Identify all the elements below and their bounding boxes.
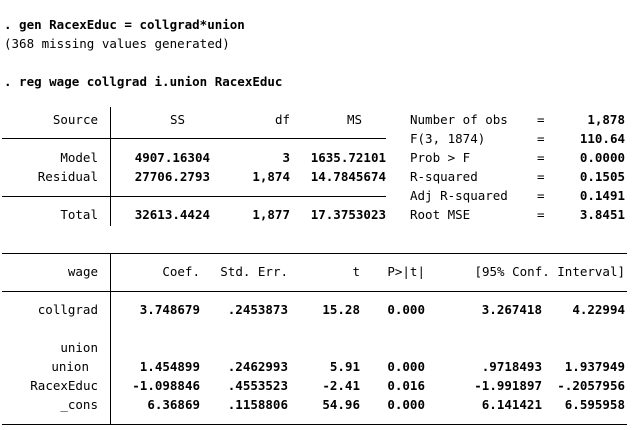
coef-header-se: Std. Err. xyxy=(220,264,288,279)
coef-row-ci-high: 1.937949 xyxy=(564,359,625,374)
coef-header-depvar: wage xyxy=(67,264,98,279)
coef-header-ci: [95% Conf. Interval] xyxy=(474,264,625,279)
stat-equals: = xyxy=(537,131,545,146)
anova-row-ms: 1635.72101 xyxy=(310,150,386,165)
anova-total-source: Total xyxy=(60,207,98,222)
coef-row-se: .2453873 xyxy=(227,302,288,317)
stat-value: 110.64 xyxy=(579,131,625,146)
coef-row-t: -2.41 xyxy=(322,378,360,393)
anova-row-ss: 4907.16304 xyxy=(134,150,210,165)
anova-row-ss: 27706.2793 xyxy=(134,169,210,184)
anova-row-df: 1,874 xyxy=(252,169,290,184)
anova-header-df: df xyxy=(274,112,290,127)
anova-header-ms: MS xyxy=(346,112,362,127)
coef-row-ci-high: 6.595958 xyxy=(564,397,625,412)
coef-header-rule xyxy=(2,291,627,292)
anova-header-source: Source xyxy=(52,112,98,127)
coef-row-coef: 6.36869 xyxy=(147,397,200,412)
anova-total-rule xyxy=(2,196,386,197)
coef-row-ci-low: -1.991897 xyxy=(474,378,542,393)
anova-total-ss: 32613.4424 xyxy=(134,207,210,222)
anova-row-ms: 14.7845674 xyxy=(310,169,386,184)
stat-label: Root MSE xyxy=(410,207,471,222)
anova-row-source: Model xyxy=(60,150,98,165)
coef-row-t: 54.96 xyxy=(322,397,360,412)
coef-row-se: .4553523 xyxy=(227,378,288,393)
stat-label: Adj R-squared xyxy=(410,188,508,203)
stat-value: 3.8451 xyxy=(579,207,625,222)
stat-label: F(3, 1874) xyxy=(410,131,486,146)
coef-header-coef: Coef. xyxy=(162,264,200,279)
anova-header-rule xyxy=(2,138,386,139)
coef-row-ci-high: 4.22994 xyxy=(572,302,625,317)
coef-row-ci-low: 3.267418 xyxy=(481,302,542,317)
stat-equals: = xyxy=(537,188,545,203)
coef-row-p: 0.000 xyxy=(387,359,425,374)
coef-row-t: 5.91 xyxy=(329,359,360,374)
gen-output-note: (368 missing values generated) xyxy=(4,36,230,51)
coef-row-coef: 1.454899 xyxy=(139,359,200,374)
coef-row-p: 0.000 xyxy=(387,302,425,317)
stat-label: Number of obs xyxy=(410,112,508,127)
stat-equals: = xyxy=(537,150,545,165)
coef-row-se: .1158806 xyxy=(227,397,288,412)
coef-row-name: collgrad xyxy=(37,302,98,317)
stat-value: 0.1505 xyxy=(579,169,625,184)
coef-row-coef: 3.748679 xyxy=(139,302,200,317)
anova-total-df: 1,877 xyxy=(252,207,290,222)
coef-bottom-rule xyxy=(2,424,627,425)
coef-row-ci-low: 6.141421 xyxy=(481,397,542,412)
coef-header-p: P>|t| xyxy=(387,264,425,279)
stat-equals: = xyxy=(537,112,545,127)
anova-row-df: 3 xyxy=(282,150,290,165)
coef-row-ci-low: .9718493 xyxy=(481,359,542,374)
coef-row-coef: -1.098846 xyxy=(132,378,200,393)
coef-row-name: _cons xyxy=(60,397,98,412)
coef-row-se: .2462993 xyxy=(227,359,288,374)
anova-row-source: Residual xyxy=(37,169,98,184)
gen-command: . gen RacexEduc = collgrad*union xyxy=(4,17,245,32)
coef-row-name: RacexEduc xyxy=(30,378,98,393)
coef-row-name: union xyxy=(51,359,89,374)
stat-value: 0.1491 xyxy=(579,188,625,203)
stat-label: R-squared xyxy=(410,169,478,184)
anova-header-ss: SS xyxy=(169,112,186,127)
coef-row-ci-high: -.2057956 xyxy=(557,378,625,393)
coef-header-t: t xyxy=(352,264,360,279)
coef-group-label: union xyxy=(60,340,98,355)
reg-command: . reg wage collgrad i.union RacexEduc xyxy=(4,74,283,89)
stat-label: Prob > F xyxy=(410,150,471,165)
stat-value: 0.0000 xyxy=(579,150,625,165)
stat-equals: = xyxy=(537,169,545,184)
stat-equals: = xyxy=(537,207,545,222)
coef-row-t: 15.28 xyxy=(322,302,360,317)
stat-value: 1,878 xyxy=(587,112,625,127)
coef-row-p: 0.016 xyxy=(387,378,425,393)
coef-row-p: 0.000 xyxy=(387,397,425,412)
anova-total-ms: 17.3753023 xyxy=(310,207,386,222)
coef-top-rule xyxy=(2,253,627,254)
